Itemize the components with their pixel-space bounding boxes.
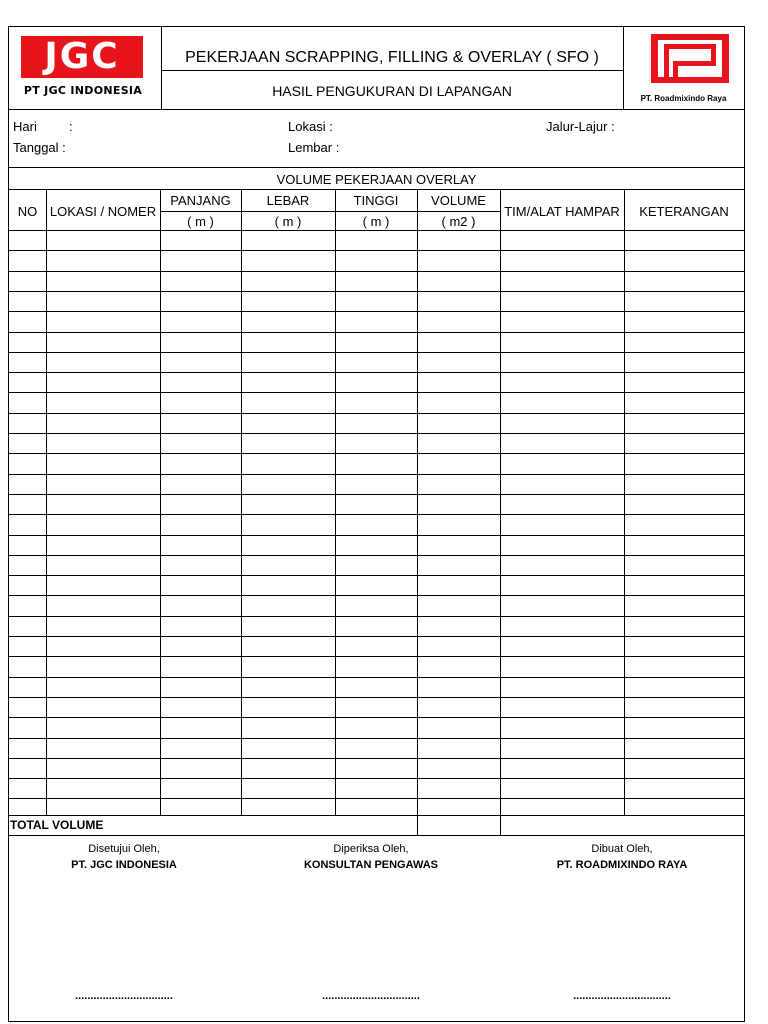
signature-line-3[interactable]: ................................: [573, 990, 671, 1002]
table-row[interactable]: [9, 636, 744, 637]
signature-line-1[interactable]: ................................: [75, 990, 173, 1002]
table-row[interactable]: [9, 555, 744, 556]
col-header-keterangan: KETERANGAN: [639, 204, 729, 219]
roadmixindo-logo-icon: [623, 27, 744, 91]
label-tanggal: Tanggal :: [13, 140, 66, 155]
divider: [9, 815, 744, 816]
logo-jgc: [9, 27, 161, 109]
col-header-lebar-unit: ( m ): [274, 214, 302, 229]
table-row[interactable]: [9, 250, 744, 251]
col-header-panjang-unit: ( m ): [187, 214, 214, 229]
col-header-tim: TIM/ALAT HAMPAR: [504, 204, 620, 219]
column-divider: [624, 189, 625, 815]
table-row[interactable]: [9, 494, 744, 495]
label-jalur-lajur: Jalur-Lajur :: [546, 119, 615, 134]
roadmixindo-caption: PT. Roadmixindo Raya: [640, 94, 727, 103]
total-volume-cell[interactable]: [417, 815, 500, 835]
jgc-logo-text: JGC: [44, 36, 120, 77]
table-row[interactable]: [9, 474, 744, 475]
column-divider: [160, 189, 161, 815]
signature-party-1: PT. JGC INDONESIA: [71, 859, 177, 871]
signature-role-2: Diperiksa Oleh,: [333, 843, 409, 855]
divider: [9, 835, 744, 836]
table-row[interactable]: [9, 798, 744, 799]
table-row[interactable]: [9, 291, 744, 292]
table-row[interactable]: [9, 352, 744, 353]
signature-role-3: Dibuat Oleh,: [591, 843, 653, 855]
divider: [9, 230, 744, 231]
table-row[interactable]: [9, 697, 744, 698]
signature-party-3: PT. ROADMIXINDO RAYA: [556, 859, 688, 871]
col-header-lokasi: LOKASI / NOMER: [49, 204, 157, 219]
col-header-volume-unit: ( m2 ): [441, 214, 476, 229]
table-row[interactable]: [9, 575, 744, 576]
column-divider: [335, 189, 336, 815]
divider: [9, 167, 744, 168]
col-header-volume: VOLUME: [431, 193, 486, 208]
column-divider: [241, 189, 242, 815]
table-row[interactable]: [9, 738, 744, 739]
table-row[interactable]: [9, 332, 744, 333]
col-header-tinggi-unit: ( m ): [362, 214, 390, 229]
total-volume-label: TOTAL VOLUME: [10, 818, 104, 832]
table-row[interactable]: [9, 778, 744, 779]
table-row[interactable]: [9, 595, 744, 596]
col-header-tinggi: TINGGI: [353, 193, 399, 208]
label-lembar: Lembar :: [288, 140, 340, 155]
col-header-lebar: LEBAR: [266, 193, 310, 208]
table-row[interactable]: [9, 392, 744, 393]
form-title: PEKERJAAN SCRAPPING, FILLING & OVERLAY ( SFO ): [185, 49, 599, 66]
table-row[interactable]: [9, 656, 744, 657]
divider: [161, 70, 623, 71]
jgc-logo-mark: [21, 36, 143, 78]
jgc-logo-subtitle: PT JGC INDONESIA: [23, 84, 143, 97]
signature-role-1: Disetujui Oleh,: [88, 843, 160, 855]
col-header-no: NO: [17, 204, 38, 219]
section-title: VOLUME PEKERJAAN OVERLAY: [276, 172, 477, 187]
divider: [9, 189, 744, 190]
divider: [9, 109, 744, 110]
table-row[interactable]: [9, 271, 744, 272]
label-hari-colon: :: [69, 119, 73, 134]
table-row[interactable]: [9, 758, 744, 759]
table-row[interactable]: [9, 413, 744, 414]
table-row[interactable]: [9, 677, 744, 678]
table-row[interactable]: [9, 433, 744, 434]
table-row[interactable]: [9, 453, 744, 454]
form-subtitle: HASIL PENGUKURAN DI LAPANGAN: [272, 83, 512, 99]
table-row[interactable]: [9, 514, 744, 515]
table-row[interactable]: [9, 717, 744, 718]
signature-line-2[interactable]: ................................: [322, 990, 420, 1002]
signature-party-2: KONSULTAN PENGAWAS: [303, 859, 439, 871]
label-lokasi: Lokasi :: [288, 119, 333, 134]
table-row[interactable]: [9, 311, 744, 312]
label-hari: Hari: [13, 119, 37, 134]
column-divider: [46, 189, 47, 815]
form-sheet: [8, 26, 745, 1022]
logo-roadmixindo: [623, 27, 744, 109]
table-row[interactable]: [9, 535, 744, 536]
table-row[interactable]: [9, 616, 744, 617]
divider: [160, 211, 500, 212]
table-row[interactable]: [9, 372, 744, 373]
col-header-panjang: PANJANG: [170, 193, 231, 208]
